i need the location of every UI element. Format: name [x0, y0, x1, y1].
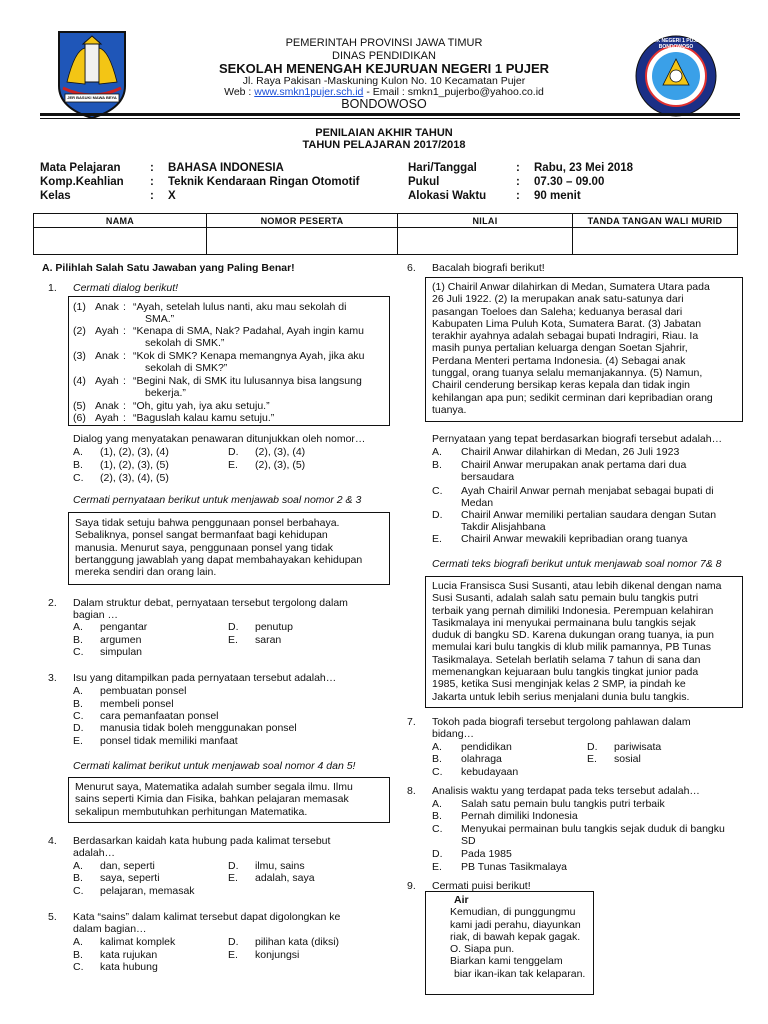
option-text[interactable]: manusia tidak boleh menggunakan ponsel — [100, 722, 297, 734]
passage-line: Jakarta untuk lebih serius menjalani dunia bulu tangkis. — [432, 690, 690, 703]
passage-line: Menurut saya, Matematika adalah sumber segala ilmu. Ilmu — [75, 781, 353, 793]
dialog-speaker: Anak — [95, 350, 119, 362]
option-key: B. — [432, 753, 442, 765]
school-address: Jl. Raya Pakisan -Maskuning Kulon No. 10 Kecamatan Pujer — [242, 75, 526, 87]
school-city: BONDOWOSO — [341, 97, 427, 111]
option-text[interactable]: Chairil Anwar mewakili kepribadian orang tuanya — [461, 533, 688, 545]
option-key: B. — [432, 810, 442, 822]
question-number: 5. — [48, 911, 57, 923]
option-text[interactable]: (1), (2), (3), (5) — [100, 459, 169, 471]
passage-line: tuanya. — [432, 403, 467, 416]
col-header-number: NOMOR PESERTA — [207, 214, 398, 228]
option-text[interactable]: (1), (2), (3), (4) — [100, 446, 169, 458]
instruction-2-3: Cermati pernyataan berikut untuk menjawab soal nomor 2 & 3 — [73, 494, 362, 506]
option-key: E. — [73, 735, 83, 747]
q6-question: Pernyataan yang tepat berdasarkan biografi tersebut adalah… — [432, 433, 723, 445]
dialog-sep: : — [123, 325, 126, 337]
meta-colon: : — [150, 190, 154, 202]
option-key: D. — [73, 722, 84, 734]
option-text[interactable]: saran — [255, 634, 282, 646]
score-field[interactable] — [398, 228, 573, 255]
option-key: C. — [73, 472, 84, 484]
biography-box — [425, 277, 743, 422]
option-key: C. — [73, 646, 84, 658]
text-4-5-box — [68, 777, 390, 823]
dialog-speaker: Anak — [95, 301, 119, 313]
dialog-line: “Baguslah kalau kamu setuju.” — [133, 412, 275, 424]
option-key: A. — [432, 446, 442, 458]
meta-colon: : — [516, 176, 520, 188]
option-text[interactable]: Chairil Anwar memiliki pertalian saudara dengan Sutan Takdir Alisjahbana — [461, 509, 717, 533]
option-text[interactable]: pendidikan — [461, 741, 512, 753]
option-text[interactable]: kata hubung — [100, 961, 158, 973]
meta-value: X — [168, 190, 176, 202]
question-number: 7. — [407, 716, 416, 728]
passage-line: masih punya pertalian keluarga dengan Soetan Sjahrir, — [432, 342, 688, 355]
option-text[interactable]: Ayah Chairil Anwar pernah menjabat sebagai bupati di Medan — [461, 485, 714, 509]
q4-text-2: adalah… — [73, 847, 116, 859]
header-divider-thick — [40, 113, 740, 116]
dialog-num: (4) — [73, 375, 86, 387]
option-key: C. — [432, 823, 443, 835]
option-key: D. — [587, 741, 598, 753]
dialog-num: (6) — [73, 412, 86, 424]
q1-dialog-box — [68, 296, 390, 426]
dialog-speaker: Ayah — [95, 325, 119, 337]
meta-colon: : — [150, 176, 154, 188]
option-text[interactable]: cara pemanfaatan ponsel — [100, 710, 219, 722]
option-key: B. — [73, 949, 83, 961]
col-header-name: NAMA — [34, 214, 207, 228]
q5-text-2: dalam bagian… — [73, 923, 147, 935]
option-key: C. — [73, 961, 84, 973]
meta-row — [408, 176, 633, 190]
option-key: A. — [432, 741, 442, 753]
option-text[interactable]: (2), (3), (5) — [255, 459, 306, 471]
exam-meta-left — [40, 162, 359, 204]
meta-label: Kelas — [40, 190, 71, 202]
option-key: E. — [228, 872, 238, 884]
dialog-speaker: Ayah — [95, 412, 119, 424]
school-name: SEKOLAH MENENGAH KEJURUAN NEGERI 1 PUJER — [218, 61, 550, 76]
option-text[interactable]: Pada 1985 — [461, 848, 512, 860]
passage-line: memenangkan kejuaraan bulu tangkis tingkat junior pada — [432, 666, 699, 679]
option-key: E. — [587, 753, 597, 765]
passage-line: Tasikmalaya. Setelah berlatih selama 7 tahun di sana dan — [432, 653, 701, 666]
option-key: B. — [73, 698, 83, 710]
meta-label: Pukul — [408, 176, 440, 188]
q6-prompt: Bacalah biografi berikut! — [432, 262, 545, 274]
poem-line: O. Siapa pun. — [450, 943, 515, 956]
passage-line: kehilangan apa pun; sedikit cerminan dari kepribadian orang — [432, 391, 713, 404]
option-key: D. — [228, 621, 239, 633]
poem-line: riak, di bawah kepak gagak. — [450, 930, 581, 943]
option-key: A. — [73, 936, 83, 948]
option-key: E. — [228, 459, 238, 471]
meta-value: 90 menit — [534, 190, 581, 202]
passage-line: Kabupaten Lima Puluh Kota, Sumatera Barat. (3) Jabatan — [432, 317, 702, 330]
option-key: B. — [73, 459, 83, 471]
option-key: A. — [73, 685, 83, 697]
option-text[interactable]: membeli ponsel — [100, 698, 174, 710]
passage-line: (1) Chairil Anwar dilahirkan di Medan, Sumatera Utara pada — [432, 281, 710, 293]
option-key: E. — [228, 634, 238, 646]
meta-label: Hari/Tanggal — [408, 162, 477, 174]
meta-value: Teknik Kendaraan Ringan Otomotif — [168, 176, 360, 188]
passage-line: Chairil cenderung bersikap keras kepala dan tidak ingin — [432, 379, 690, 392]
option-text[interactable]: argumen — [100, 634, 142, 646]
passage-line: Sebaliknya, ponsel sangat bermanfaat bagi kehidupan — [75, 529, 328, 542]
question-number: 4. — [48, 835, 57, 847]
passage-line: sekalipun membutuhkan perhitungan Matematika. — [75, 805, 308, 818]
exam-meta-right — [408, 162, 633, 204]
question-number: 9. — [407, 880, 416, 892]
option-key: A. — [73, 860, 83, 872]
poem-title: Air — [454, 894, 469, 906]
option-text[interactable]: kebudayaan — [461, 766, 519, 778]
q8-text: Analisis waktu yang terdapat pada teks tersebut adalah… — [432, 785, 700, 797]
option-text[interactable]: dan, seperti — [100, 860, 155, 872]
question-number: 2. — [48, 597, 57, 609]
student-identity-table — [33, 213, 738, 255]
meta-colon: : — [516, 162, 520, 174]
option-key: C. — [432, 485, 443, 497]
passage-line: Susi Susanti, adalah salah satu pemain bulu tangkis putri — [432, 592, 699, 605]
left-logo-motto: JER BASUKI MAWA BEYA — [67, 95, 117, 100]
option-key: D. — [228, 936, 239, 948]
passage-line: 1985, ketika Susi menginjak kelas 2 SMP, ia pindah ke — [432, 678, 686, 691]
dialog-num: (2) — [73, 325, 86, 337]
question-number: 3. — [48, 672, 57, 684]
dialog-sep: : — [123, 301, 126, 313]
poem-line: biar ikan-ikan tak kelaparan. — [454, 967, 586, 980]
instruction-7-8: Cermati teks biografi berikut untuk menjawab soal nomor 7& 8 — [432, 558, 722, 570]
meta-row — [40, 190, 359, 204]
email-text: - Email : smkn1_pujerbo@yahoo.co.id — [366, 86, 544, 98]
meta-label: Alokasi Waktu — [408, 190, 487, 202]
option-text[interactable]: pelajaran, memasak — [100, 885, 195, 897]
q7-text-2: bidang… — [432, 728, 475, 740]
dialog-speaker: Anak — [95, 400, 119, 412]
passage-line: bertanggung jawablah yang dapat membahayakan kehidupan — [75, 553, 363, 566]
option-text[interactable]: pilihan kata (diksi) — [255, 936, 340, 948]
passage-line: manusia. Menurut saya, penggunaan ponsel yang tidak — [75, 541, 334, 554]
option-text[interactable]: Salah satu pemain bulu tangkis putri terbaik — [461, 798, 665, 810]
option-text[interactable]: saya, seperti — [100, 872, 160, 884]
option-key: A. — [73, 621, 83, 633]
meta-colon: : — [516, 190, 520, 202]
q3-text: Isu yang ditampilkan pada pernyataan tersebut adalah… — [73, 672, 337, 684]
passage-line: Tasikmalaya ini menyukai permainana bulu tangkis sejak — [432, 616, 696, 629]
option-text[interactable]: penutup — [255, 621, 293, 633]
option-key: E. — [228, 949, 238, 961]
option-text[interactable]: kata rujukan — [100, 949, 158, 961]
header-divider-thin — [40, 118, 740, 119]
right-logo-text: SMK NEGERI 1 PUJER BONDOWOSO — [649, 38, 703, 50]
exam-year: TAHUN PELAJARAN 2017/2018 — [302, 139, 466, 151]
header-government: PEMERINTAH PROVINSI JAWA TIMUR — [285, 37, 483, 49]
web-label: Web : — [224, 86, 252, 98]
dialog-line: “Oh, gitu yah, iya aku setuju.” — [133, 400, 270, 412]
passage-line: terakhir ayahnya adalah sebagai bupati Indragiri, Riau. Ia — [432, 330, 699, 343]
participant-number-field[interactable] — [207, 228, 398, 255]
school-website-link[interactable]: www.smkn1pujer.sch.id — [254, 86, 364, 98]
option-text[interactable]: PB Tunas Tasikmalaya — [461, 861, 568, 873]
option-text[interactable]: Chairil Anwar dilahirkan di Medan, 26 Juli 1923 — [461, 446, 680, 458]
meta-label: Mata Pelajaran — [40, 162, 121, 174]
dialog-line: “Ayah, setelah lulus nanti, aku mau sekolah di SMA.” — [133, 301, 347, 326]
exam-title: PENILAIAN AKHIR TAHUN — [315, 127, 453, 139]
option-text[interactable]: ponsel tidak memiliki manfaat — [100, 735, 238, 747]
option-text[interactable]: olahraga — [461, 753, 502, 765]
passage-line: Perdana Menteri pertama Indonesia. (4) Sebagai anak — [432, 354, 686, 367]
passage-line: terbaik yang pernah dimiliki Indonesia. Perempuan kelahiran — [432, 604, 714, 617]
dialog-sep: : — [123, 350, 126, 362]
q1-question: Dialog yang menyatakan penawaran ditunjukkan oleh nomor… — [73, 433, 366, 445]
dialog-line: “Kok di SMK? Kenapa memangnya Ayah, jika aku sekolah di SMK?” — [133, 350, 365, 375]
col-header-signature: TANDA TANGAN WALI MURID — [573, 214, 738, 228]
option-text[interactable]: ilmu, sains — [255, 860, 305, 872]
option-text[interactable]: kalimat komplek — [100, 936, 176, 948]
name-field[interactable] — [34, 228, 207, 255]
signature-field[interactable] — [573, 228, 738, 255]
option-key: B. — [73, 634, 83, 646]
dialog-sep: : — [123, 375, 126, 387]
option-key: C. — [432, 766, 443, 778]
dialog-line: “Kenapa di SMA, Nak? Padahal, Ayah ingin kamu sekolah di SMK.” — [133, 325, 364, 350]
passage-line: mereka sendiri dan orang lain. — [75, 566, 217, 579]
option-text[interactable]: Pernah dimiliki Indonesia — [461, 810, 578, 822]
meta-value: BAHASA INDONESIA — [168, 162, 284, 174]
meta-row — [408, 190, 633, 204]
meta-row — [40, 162, 359, 176]
poem-line: Biarkan kami tenggelam — [450, 955, 563, 968]
option-key: C. — [73, 885, 84, 897]
question-number: 6. — [407, 262, 416, 274]
meta-value: 07.30 – 09.00 — [534, 176, 605, 188]
section-a-heading: A. Pilihlah Salah Satu Jawaban yang Paling Benar! — [42, 262, 295, 274]
dialog-num: (1) — [73, 301, 86, 313]
option-key: B. — [73, 872, 83, 884]
col-header-score: NILAI — [398, 214, 573, 228]
dialog-num: (5) — [73, 400, 86, 412]
option-key: B. — [432, 459, 442, 471]
biography-box-susi — [425, 576, 743, 708]
option-text[interactable]: pariwisata — [614, 741, 662, 753]
option-text[interactable]: Menyukai permainan bulu tangkis sejak duduk di bangku SD — [461, 823, 725, 847]
passage-line: pasangan Toeloes dan Saleha; keduanya berasal dari — [432, 305, 683, 318]
poem-line: kami jadi perahu, diayunkan — [450, 918, 581, 931]
text-2-3-box — [68, 512, 390, 585]
q1-prompt: Cermati dialog berikut! — [73, 282, 179, 294]
question-number: 8. — [407, 785, 416, 797]
option-text[interactable]: (2), (3), (4) — [255, 446, 306, 458]
passage-line: sains seperti Kimia dan Fisika, bahkan pelajaran memasak — [75, 793, 349, 806]
q2-text-2: bagian … — [73, 609, 118, 621]
meta-label: Komp.Keahlian — [40, 176, 124, 188]
option-text[interactable]: konjungsi — [255, 949, 300, 961]
question-number: 1. — [48, 282, 57, 294]
q2-text-1: Dalam struktur debat, pernyataan tersebut tergolong dalam — [73, 597, 348, 609]
dialog-speaker: Ayah — [95, 375, 119, 387]
option-text[interactable]: sosial — [614, 753, 641, 765]
option-text[interactable]: simpulan — [100, 646, 143, 658]
option-text[interactable]: pengantar — [100, 621, 148, 633]
dialog-line: “Begini Nak, di SMK itu lulusannya bisa langsung bekerja.” — [133, 375, 362, 400]
option-key: A. — [73, 446, 83, 458]
option-key: D. — [432, 848, 443, 860]
option-key: C. — [73, 710, 84, 722]
meta-colon: : — [150, 162, 154, 174]
instruction-4-5: Cermati kalimat berikut untuk menjawab soal nomor 4 dan 5! — [73, 760, 356, 772]
option-key: D. — [432, 509, 443, 521]
passage-line: memulai kari bulu tangkis di klub milik pamannya, PB Tunas — [432, 641, 711, 654]
option-text[interactable]: Chairil Anwar merupakan anak pertama dari dua bersaudara — [461, 459, 687, 483]
meta-row — [40, 176, 359, 190]
dialog-sep: : — [123, 412, 126, 424]
poem-box — [425, 891, 594, 995]
passage-line: Lucia Fransisca Susi Susanti, atau lebih dikenal dengan nama — [432, 580, 722, 592]
option-text[interactable]: adalah, saya — [255, 872, 315, 884]
header-department: DINAS PENDIDIKAN — [332, 50, 436, 62]
dialog-num: (3) — [73, 350, 86, 362]
passage-line: 26 Juli 1922. (2) Ia merupakan anak satu-satunya dari — [432, 293, 684, 306]
meta-value: Rabu, 23 Mei 2018 — [534, 162, 634, 174]
dialog-sep: : — [123, 400, 126, 412]
q4-text-1: Berdasarkan kaidah kata hubung pada kalimat tersebut — [73, 835, 331, 847]
q5-text-1: Kata “sains” dalam kalimat tersebut dapat digolongkan ke — [73, 911, 341, 923]
option-key: A. — [432, 798, 442, 810]
q9-prompt: Cermati puisi berikut! — [432, 880, 531, 892]
option-key: D. — [228, 860, 239, 872]
poem-line: Kemudian, di punggungmu — [450, 906, 576, 919]
passage-line: Saya tidak setuju bahwa penggunaan ponsel berbahaya. — [75, 517, 340, 529]
option-text[interactable]: (2), (3), (4), (5) — [100, 472, 169, 484]
option-text[interactable]: pembuatan ponsel — [100, 685, 187, 697]
option-key: E. — [432, 861, 442, 873]
option-key: E. — [432, 533, 442, 545]
q7-text-1: Tokoh pada biografi tersebut tergolong pahlawan dalam — [432, 716, 691, 728]
passage-line: tunggal, orang tuanya selalu memanjakannya. (5) Namun, — [432, 367, 703, 380]
option-key: D. — [228, 446, 239, 458]
meta-row — [408, 162, 633, 176]
passage-line: duduk di bangku SD. Karena dukungan orang tuanya, ia pun — [432, 629, 714, 642]
